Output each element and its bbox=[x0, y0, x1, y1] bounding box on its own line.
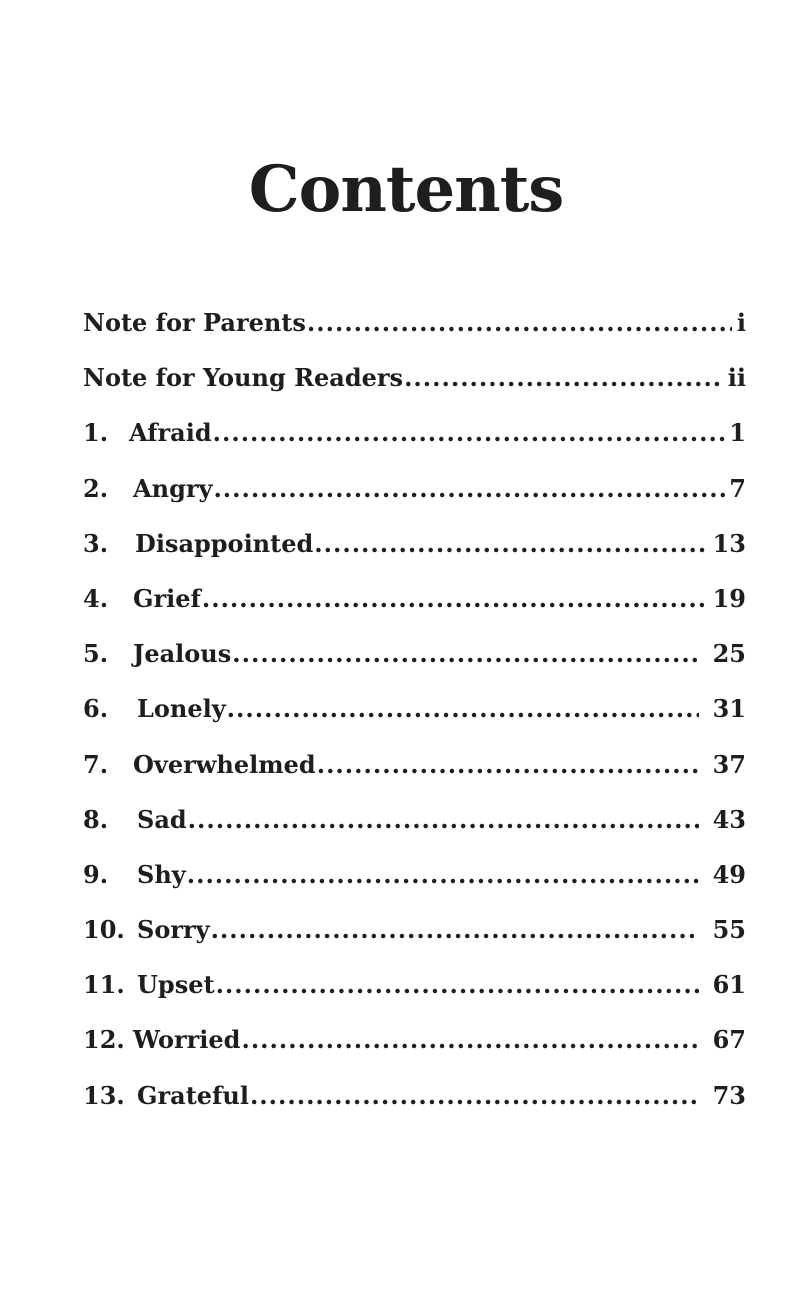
toc-entry-label: Note for Young Readers bbox=[83, 363, 404, 393]
toc-entry-number: 10. bbox=[83, 915, 125, 945]
toc-entry-page-number: 19 bbox=[712, 583, 746, 613]
dot-leader bbox=[188, 797, 699, 842]
dot-leader bbox=[307, 300, 732, 345]
dot-leader bbox=[216, 962, 699, 1007]
dot-leader bbox=[211, 907, 699, 952]
toc-entry-label: Sad bbox=[137, 804, 187, 834]
dot-leader bbox=[241, 1017, 698, 1062]
toc-entry-label: Jealous bbox=[133, 639, 232, 669]
toc-entry-label: Upset bbox=[137, 970, 215, 1000]
toc-entry-grateful[interactable] bbox=[83, 1073, 746, 1128]
dot-leader bbox=[202, 576, 709, 621]
toc-entry-number: 6. bbox=[83, 694, 109, 724]
dot-leader bbox=[250, 1073, 699, 1118]
toc-entry-sorry[interactable] bbox=[83, 907, 746, 962]
dot-leader bbox=[404, 355, 724, 400]
toc-entry-jealous[interactable] bbox=[83, 631, 746, 686]
toc-entry-page-number: 49 bbox=[712, 859, 746, 889]
toc-entry-lonely[interactable] bbox=[83, 686, 746, 741]
dot-leader bbox=[314, 521, 708, 566]
toc-entry-label: Angry bbox=[133, 473, 213, 503]
toc-entry-number: 13. bbox=[83, 1080, 125, 1110]
toc-entry-label: Grateful bbox=[137, 1080, 249, 1110]
toc-entry-page-number: 55 bbox=[712, 915, 746, 945]
toc-entry-page-number: 13 bbox=[712, 528, 746, 558]
toc-entry-page-number: 73 bbox=[712, 1080, 746, 1110]
toc-entry-page-number: 43 bbox=[712, 804, 746, 834]
toc-entry-page-number: ii bbox=[727, 363, 746, 393]
toc-entry-label: Worried bbox=[133, 1025, 241, 1055]
toc-entry-label: Shy bbox=[137, 859, 186, 889]
page-title: Contents bbox=[248, 152, 564, 227]
toc-entry-number: 9. bbox=[83, 859, 109, 889]
toc-entry-note-for-parents[interactable] bbox=[83, 300, 746, 355]
toc-entry-page-number: 1 bbox=[729, 418, 746, 448]
toc-entry-label: Afraid bbox=[129, 418, 212, 448]
toc-entry-page-number: 31 bbox=[712, 694, 746, 724]
toc-entry-number: 3. bbox=[83, 528, 109, 558]
toc-entry-grief[interactable] bbox=[83, 576, 746, 631]
toc-entry-label: Lonely bbox=[137, 694, 226, 724]
dot-leader bbox=[232, 631, 698, 676]
toc-entry-number: 12. bbox=[83, 1025, 125, 1055]
toc-entry-page-number: 67 bbox=[712, 1025, 746, 1055]
toc-entry-note-for-young-readers[interactable] bbox=[83, 355, 746, 410]
toc-entry-number: 7. bbox=[83, 749, 109, 779]
toc-entry-sad[interactable] bbox=[83, 797, 746, 852]
toc-entry-number: 4. bbox=[83, 583, 109, 613]
toc-entry-page-number: 25 bbox=[712, 639, 746, 669]
toc-entry-disappointed[interactable] bbox=[83, 521, 746, 576]
toc-entry-page-number: 7 bbox=[729, 473, 746, 503]
toc-entry-upset[interactable] bbox=[83, 962, 746, 1017]
toc-entry-number: 5. bbox=[83, 639, 109, 669]
toc-entry-number: 2. bbox=[83, 473, 109, 503]
toc-entry-shy[interactable] bbox=[83, 852, 746, 907]
toc-entry-angry[interactable] bbox=[83, 466, 746, 521]
toc-entry-label: Sorry bbox=[137, 915, 210, 945]
toc-entry-number: 1. bbox=[83, 418, 109, 448]
toc-entry-number: 8. bbox=[83, 804, 109, 834]
table-of-contents bbox=[83, 300, 746, 1128]
toc-entry-worried[interactable] bbox=[83, 1017, 746, 1072]
toc-entry-label: Grief bbox=[133, 583, 201, 613]
toc-entry-page-number: 37 bbox=[712, 749, 746, 779]
dot-leader bbox=[187, 852, 699, 897]
toc-entry-page-number: 61 bbox=[712, 970, 746, 1000]
toc-entry-number: 11. bbox=[83, 970, 125, 1000]
toc-entry-page-number: i bbox=[736, 308, 746, 337]
toc-entry-label: Disappointed bbox=[135, 528, 314, 558]
toc-entry-afraid[interactable] bbox=[83, 410, 746, 465]
dot-leader bbox=[317, 742, 699, 787]
dot-leader bbox=[227, 686, 699, 731]
toc-entry-overwhelmed[interactable] bbox=[83, 742, 746, 797]
toc-entry-label: Overwhelmed bbox=[133, 749, 316, 779]
toc-entry-label: Note for Parents bbox=[83, 308, 306, 337]
dot-leader bbox=[213, 466, 725, 511]
dot-leader bbox=[213, 410, 726, 455]
